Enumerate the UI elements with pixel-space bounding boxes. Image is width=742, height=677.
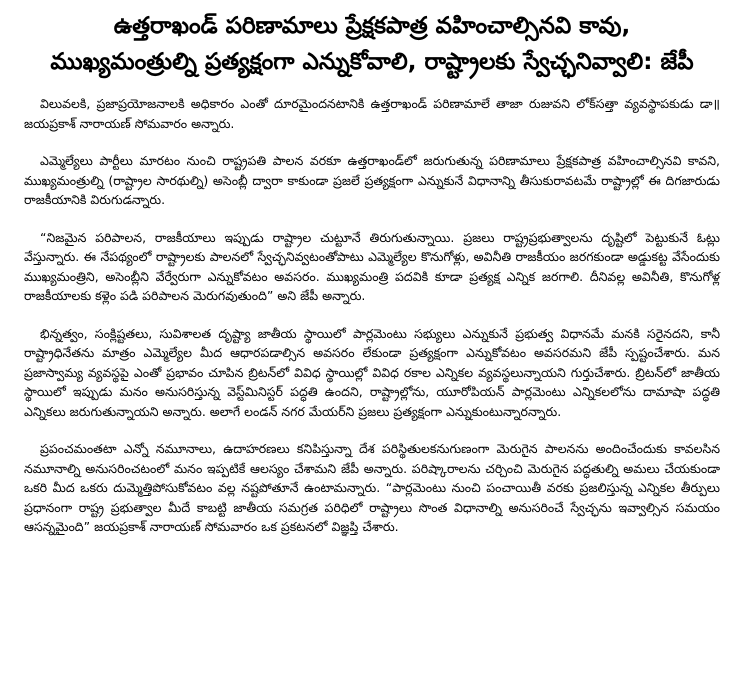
- paragraph-2: ఎమ్మెల్యేలు పార్టీలు మారటం నుంచి రాష్ట్రపతి పాలన వరకూ ఉత్తరాఖండ్‌లో జరుగుతున్న పరిణామాలు ప్రేక్షకపాత్ర వహించాల్సినవి కావని, ముఖ్యమంత్రుల్ని (రాష్ట్రాల సారథుల్ని) అసెంబ్లీ ద్వారా కాకుండా ప్రజలే ప్రత్యక్షంగా ఎన్నుకునే విధానాన్ని తీసుకురావటమే రాష్ట్రాల్లో ఈ దిగజారుడు రాజకీయానికి విరుగుడన్నారు.: [24, 153, 720, 207]
- headline-line-2: ముఖ్యమంత్రుల్ని ప్రత్యక్షంగా ఎన్నుకోవాలి, రాష్ట్రాలకు స్వేచ్ఛనివ్వాలి: జేపీ: [50, 49, 694, 75]
- paragraph-1: విలువలకి, ప్రజాప్రయోజనాలకి అధికారం ఎంతో దూరమైందనటానికి ఉత్తరాఖండ్ పరిణామాలే తాజా రుజువని లోక్‌సత్తా వ్యవస్థాపకుడు డా॥ జయప్రకాశ్ నారాయణ్ సోమవారం అన్నారు.: [24, 96, 720, 131]
- headline-line-1: ఉత్తరాఖండ్ పరిణామాలు ప్రేక్షకపాత్ర వహించాల్సినవి కావు,: [113, 13, 631, 39]
- paragraph-4: భిన్నత్వం, సంక్లిష్టతలు, సువిశాలత దృష్ట్యా జాతీయ స్థాయిలో పార్లమెంటు సభ్యులు ఎన్నుకునే ప్రభుత్వ విధానమే మనకి సరైనదని, కానీ రాష్ట్రాధినేతను మాత్రం ఎమ్మెల్యేల మీద ఆధారపడాల్సిన అవసరం లేకుండా ప్రత్యక్షంగా ఎన్నుకోవటం అవసరమని జేపీ స్పష్టంచేశారు. మన ప్రజాస్వామ్య వ్యవస్థపై ఎంతో ప్రభావం చూపిన బ్రిటన్‌లో వివిధ స్థాయిల్లో వివిధ రకాల ఎన్నికల వ్యవస్థలున్నాయని గుర్తుచేశారు. బ్రిటన్‌లో జాతీయ స్థాయిలో ఇప్పుడు మనం అనుసరిస్తున్న వెస్ట్‌మినిస్టర్ పద్ధతి ఉందని, రాష్ట్రాల్లోను, యూరోపియన్ పార్లమెంటు ఎన్నికలలోను దామాషా పద్ధతి ఎన్నికలు జరుగుతున్నాయని అన్నారు. అలాగే లండన్ నగర మేయర్‌ని ప్రజలు ప్రత్యక్షంగా ఎన్నుకుంటున్నారన్నారు.: [24, 325, 720, 419]
- paragraph-3: “నిజమైన పరిపాలన, రాజకీయాలు ఇప్పుడు రాష్ట్రాల చుట్టూనే తిరుగుతున్నాయి. ప్రజలు రాష్ట్రప్రభుత్వాలను దృష్టిలో పెట్టుకునే ఓట్లు వేస్తున్నారు. ఈ నేపథ్యంలో రాష్ట్రాలకు పాలనలో స్వేచ్ఛనివ్వటంతోపాటు ఎమ్మెల్యేల కొనుగోళ్లు, అవినీతి రాజకీయం జరగకుండా అడ్డుకట్ట వేసేందుకు ముఖ్యమంత్రిని, అసెంబ్లీని వేర్వేరుగా ఎన్నుకోవటం అవసరం. ముఖ్యమంత్రి పదవికి కూడా ప్రత్యక్ష ఎన్నిక జరగాలి. దీనివల్ల అవినీతి, కొనుగోళ్ల రాజకీయాలకు కళ్లెం పడి పరిపాలన మెరుగవుతుంది” అని జేపీ అన్నారు.: [24, 229, 720, 303]
- headline: [24, 8, 720, 80]
- paragraph-5: ప్రపంచమంతటా ఎన్నో నమూనాలు, ఉదాహరణలు కనిపిస్తున్నా దేశ పరిస్థితులకనుగుణంగా మెరుగైన పాలనను అందించేందుకు కావలసిన నమూనాల్ని అనుసరించటంలో మనం ఇప్పటికే ఆలస్యం చేశామని జేపీ అన్నారు. పరిష్కారాలను చర్చించి మెరుగైన పద్ధతుల్ని అమలు చేయకుండా ఒకరి మీద ఒకరు దుమ్మెత్తిపోసుకోవటం వల్ల నష్టపోతూనే ఉంటామన్నారు. “పార్లమెంటు నుంచి పంచాయితీ వరకు ప్రజలిస్తున్న ఎన్నికల తీర్పులు ప్రధానంగా రాష్ట్ర ప్రభుత్వాల మీదే కాబట్టి జాతీయ సమగ్రత పరిధిలో రాష్ట్రాలు సొంత విధానాల్ని అనుసరించే స్వేచ్ఛను ఇవ్వాల్సిన సమయం ఆసన్నమైంది” జయప్రకాశ్ నారాయణ్ సోమవారం ఒక ప్రకటనలో విజ్ఞప్తి చేశారు.: [24, 441, 720, 534]
